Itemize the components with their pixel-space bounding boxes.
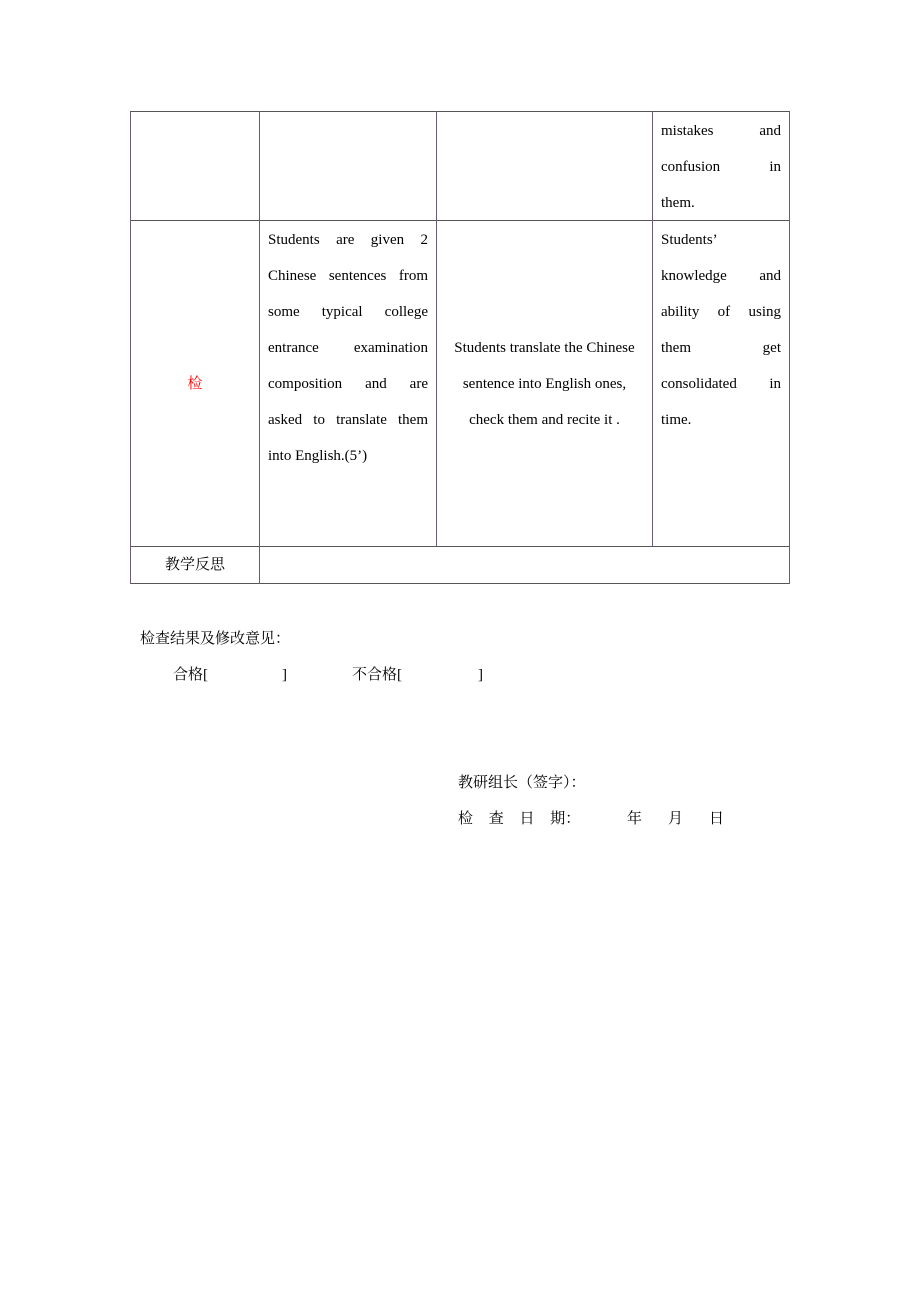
cell-line: Students translate the Chinese bbox=[454, 340, 635, 356]
table-border bbox=[789, 111, 790, 584]
cell-line: asked to translate them bbox=[268, 412, 428, 428]
cell-line: confusion in bbox=[661, 159, 781, 175]
cell-line: consolidated in bbox=[661, 376, 781, 392]
date-day: 日 bbox=[709, 811, 725, 827]
table-border bbox=[130, 111, 790, 112]
table-border bbox=[436, 111, 437, 547]
row2-objective-cell bbox=[661, 222, 781, 438]
cell-line: mistakes and bbox=[661, 123, 781, 139]
fail-checkbox-close: ] bbox=[478, 667, 483, 683]
cell-line: Students are given 2 bbox=[268, 232, 428, 248]
pass-checkbox-close: ] bbox=[282, 667, 287, 683]
cell-line: sentence into English ones, bbox=[462, 376, 627, 392]
pass-checkbox-label: 合格[ bbox=[173, 667, 208, 683]
cell-line: entrance examination bbox=[268, 340, 428, 356]
cell-line: some typical college bbox=[268, 304, 428, 320]
row2-teacher-activity-cell bbox=[268, 222, 428, 474]
cell-line: Chinese sentences from bbox=[268, 268, 428, 284]
cell-line: them get bbox=[661, 340, 781, 356]
signature-label: 教研组长（签字）： bbox=[458, 775, 586, 791]
cell-line: knowledge and bbox=[661, 268, 781, 284]
row1-objective-cell bbox=[661, 113, 781, 221]
table-border bbox=[130, 583, 790, 584]
cell-line: them. bbox=[661, 195, 695, 211]
table-border bbox=[130, 111, 131, 584]
cell-line: ability of using bbox=[661, 304, 781, 320]
fail-checkbox-label: 不合格[ bbox=[352, 667, 402, 683]
cell-line: time. bbox=[661, 412, 692, 428]
date-label: 检 查 日 期： bbox=[458, 811, 581, 827]
date-year: 年 bbox=[627, 811, 643, 827]
table-border bbox=[652, 111, 653, 547]
cell-line: composition and are bbox=[268, 376, 428, 392]
row2-student-activity-cell bbox=[437, 330, 652, 438]
cell-line: check them and recite it . bbox=[469, 412, 620, 428]
row2-stage-label: 检 bbox=[187, 376, 203, 392]
date-month: 月 bbox=[668, 811, 684, 827]
cell-line: into English.(5’) bbox=[268, 448, 368, 464]
reflection-label: 教学反思 bbox=[164, 557, 225, 573]
cell-line: Students’ bbox=[661, 232, 718, 248]
table-border bbox=[259, 111, 260, 584]
review-heading: 检查结果及修改意见： bbox=[140, 631, 291, 647]
